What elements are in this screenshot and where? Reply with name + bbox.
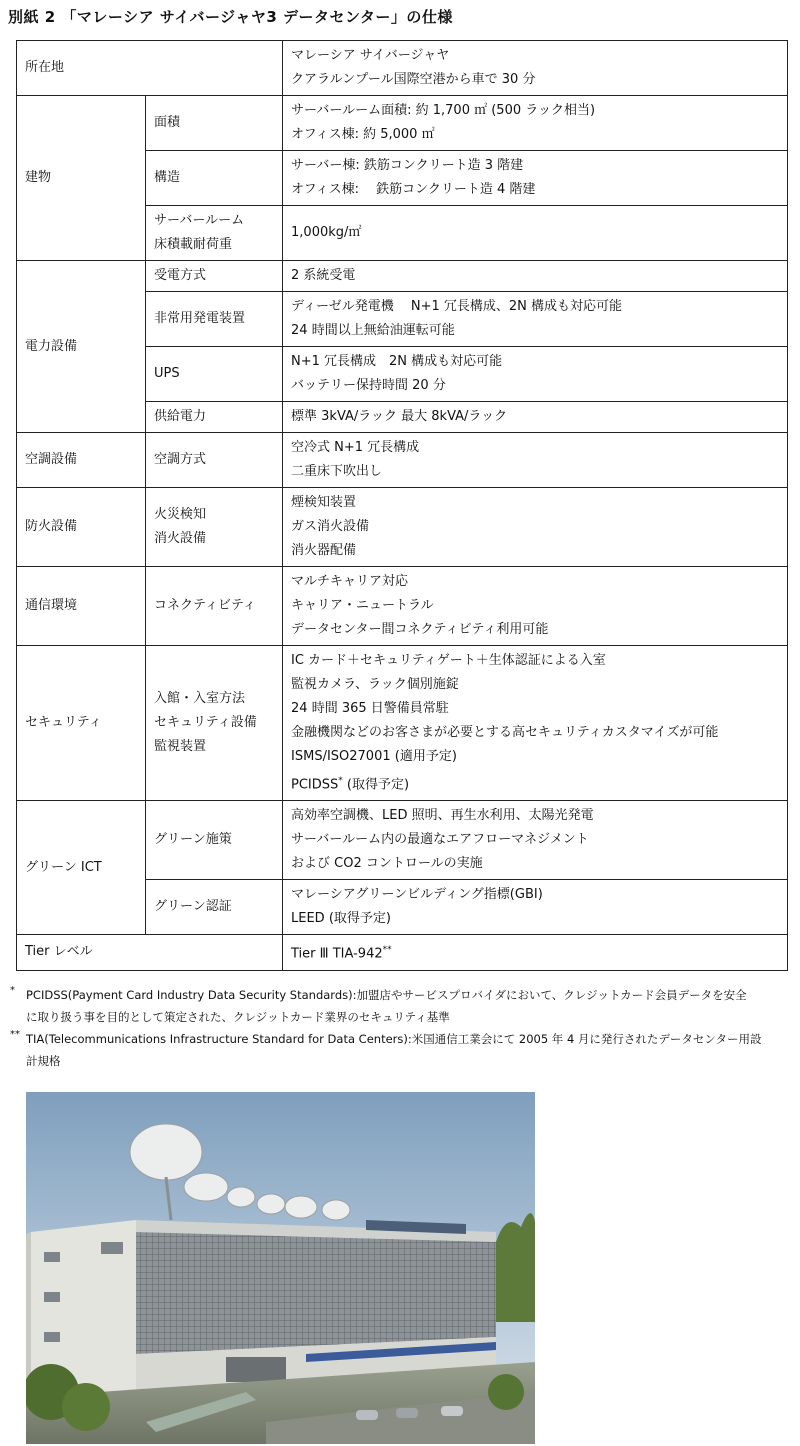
floor-load-value: 1,000kg/㎡: [283, 206, 788, 261]
building-label: 建物: [17, 96, 146, 261]
ups-line: バッテリー保持時間 20 分: [291, 378, 446, 393]
footnote-mark: *: [10, 985, 15, 996]
security-line: 金融機関などのお客さまが必要とする高セキュリティカスタマイズが可能: [291, 725, 719, 740]
footnote-line: PCIDSS(Payment Card Industry Data Security Standards):加盟店やサービスプロバイダにおいて、クレジットカード会員データを安全: [26, 988, 747, 1002]
area-line: サーバールーム面積: 約 1,700 ㎡ (500 ラック相当): [291, 103, 596, 118]
page-title: 別紙 2 「マレーシア サイバージャヤ3 データセンター」の仕様: [8, 8, 453, 26]
fire-detection-label-line: 火災検知: [154, 507, 207, 522]
footnotes: [10, 984, 800, 1072]
footnote-line: に取り扱う事を目的として策定された、クレジットカード業界のセキュリティ基準: [26, 1010, 450, 1024]
hvac-method-label: 空調方式: [146, 433, 283, 488]
table-row-power-receiving: [17, 261, 788, 292]
pcidss-footnote-mark: *: [338, 776, 343, 786]
tier-footnote-mark: **: [382, 945, 392, 956]
table-row-tier: [17, 935, 788, 970]
network-label: 通信環境: [17, 567, 146, 646]
table-row-security: [17, 646, 788, 801]
structure-label: 構造: [146, 151, 283, 206]
connectivity-line: マルチキャリア対応: [291, 574, 409, 589]
ups-value: [283, 347, 788, 402]
tier-text: Tier Ⅲ TIA-942: [291, 946, 383, 962]
structure-value: [283, 151, 788, 206]
area-label: 面積: [146, 96, 283, 151]
area-line: オフィス棟: 約 5,000 ㎡: [291, 127, 435, 142]
green-certification-value: [283, 880, 788, 935]
fire-line: ガス消火設備: [291, 519, 370, 534]
green-measures-line: サーバールーム内の最適なエアフローマネジメント: [291, 832, 589, 848]
table-row-hvac: [17, 433, 788, 488]
ups-line: N+1 冗長構成 2N 構成も対応可能: [291, 354, 503, 369]
location-label: 所在地: [17, 41, 283, 96]
generator-value: [283, 292, 788, 347]
fire-line: 消火器配備: [291, 543, 357, 558]
fire-line: 煙検知装置: [291, 495, 357, 510]
table-row-network: [17, 567, 788, 646]
structure-line: オフィス棟: 鉄筋コンクリート造 4 階建: [291, 182, 536, 197]
fire-detection-label-line: 消火設備: [154, 531, 207, 546]
green-cert-line: マレーシアグリーンビルディング指標(GBI): [291, 887, 543, 903]
connectivity-line: データセンター間コネクティビティ利用可能: [291, 622, 549, 637]
security-entry-value: [283, 646, 788, 801]
table-row-fire: [17, 488, 788, 567]
power-label: 電力設備: [17, 261, 146, 433]
green-measures-line: 高効率空調機、LED 照明、再生水利用、太陽光発電: [291, 808, 594, 824]
security-label-line: 入館・入室方法: [154, 691, 246, 707]
green-label: グリーン ICT: [17, 801, 146, 935]
security-entry-label: [146, 646, 283, 801]
security-label-line: 監視装置: [154, 739, 207, 755]
spec-table: [16, 40, 788, 971]
floor-load-label-line: サーバールーム: [154, 213, 245, 228]
datacenter-rendering-image: [26, 1092, 535, 1444]
security-line: 監視カメラ、ラック個別施錠: [291, 677, 459, 692]
security-line: IC カード＋セキュリティゲート＋生体認証による入室: [291, 653, 606, 668]
location-line: マレーシア サイバージャヤ: [291, 48, 450, 63]
connectivity-line: キャリア・ニュートラル: [291, 598, 434, 613]
connectivity-label: コネクティビティ: [146, 567, 283, 646]
floor-load-label-line: 床積載耐荷重: [154, 237, 233, 252]
footnote-line: 計規格: [26, 1054, 61, 1068]
footnote-tia: [10, 1028, 800, 1072]
footnote-line: TIA(Telecommunications Infrastructure Standard for Data Centers):米国通信工業会にて 2005 年 4 月に発行されたデータセンター用設: [26, 1032, 762, 1046]
area-value: [283, 96, 788, 151]
tier-label: Tier レベル: [17, 935, 283, 970]
table-row-green-measures: [17, 801, 788, 880]
security-label-line: セキュリティ設備: [154, 715, 257, 731]
structure-line: サーバー棟: 鉄筋コンクリート造 3 階建: [291, 158, 524, 173]
green-cert-line: LEED (取得予定): [291, 911, 391, 927]
security-line: 24 時間 365 日警備員常駐: [291, 701, 449, 716]
green-measures-value: [283, 801, 788, 880]
green-measures-line: および CO2 コントロールの実施: [291, 856, 483, 872]
hvac-label: 空調設備: [17, 433, 146, 488]
hvac-line: 二重床下吹出し: [291, 464, 383, 479]
tier-value: [283, 935, 788, 970]
receiving-value: 2 系統受電: [283, 261, 788, 292]
security-label: セキュリティ: [17, 646, 146, 801]
generator-line: ディーゼル発電機 N+1 冗長構成、2N 構成も対応可能: [291, 299, 622, 314]
footnote-mark: **: [10, 1029, 20, 1040]
table-row-building-area: [17, 96, 788, 151]
hvac-line: 空冷式 N+1 冗長構成: [291, 440, 420, 455]
green-certification-label: グリーン認証: [146, 880, 283, 935]
fire-detection-label: [146, 488, 283, 567]
supply-label: 供給電力: [146, 402, 283, 433]
pcidss-text: PCIDSS: [291, 777, 339, 793]
fire-label: 防火設備: [17, 488, 146, 567]
supply-value: 標準 3kVA/ラック 最大 8kVA/ラック: [283, 402, 788, 433]
green-measures-label: グリーン施策: [146, 801, 283, 880]
generator-label: 非常用発電装置: [146, 292, 283, 347]
footnote-pcidss: [10, 984, 800, 1028]
connectivity-value: [283, 567, 788, 646]
fire-detection-value: [283, 488, 788, 567]
security-line: ISMS/ISO27001 (適用予定): [291, 749, 457, 764]
generator-line: 24 時間以上無給油運転可能: [291, 323, 455, 338]
table-row-location: [17, 41, 788, 96]
hvac-method-value: [283, 433, 788, 488]
location-value: [283, 41, 788, 96]
floor-load-label: [146, 206, 283, 261]
pcidss-line: [291, 769, 779, 797]
ups-label: UPS: [146, 347, 283, 402]
location-line: クアラルンプール国際空港から車で 30 分: [291, 72, 536, 87]
pcidss-note: (取得予定): [342, 777, 410, 793]
receiving-label: 受電方式: [146, 261, 283, 292]
